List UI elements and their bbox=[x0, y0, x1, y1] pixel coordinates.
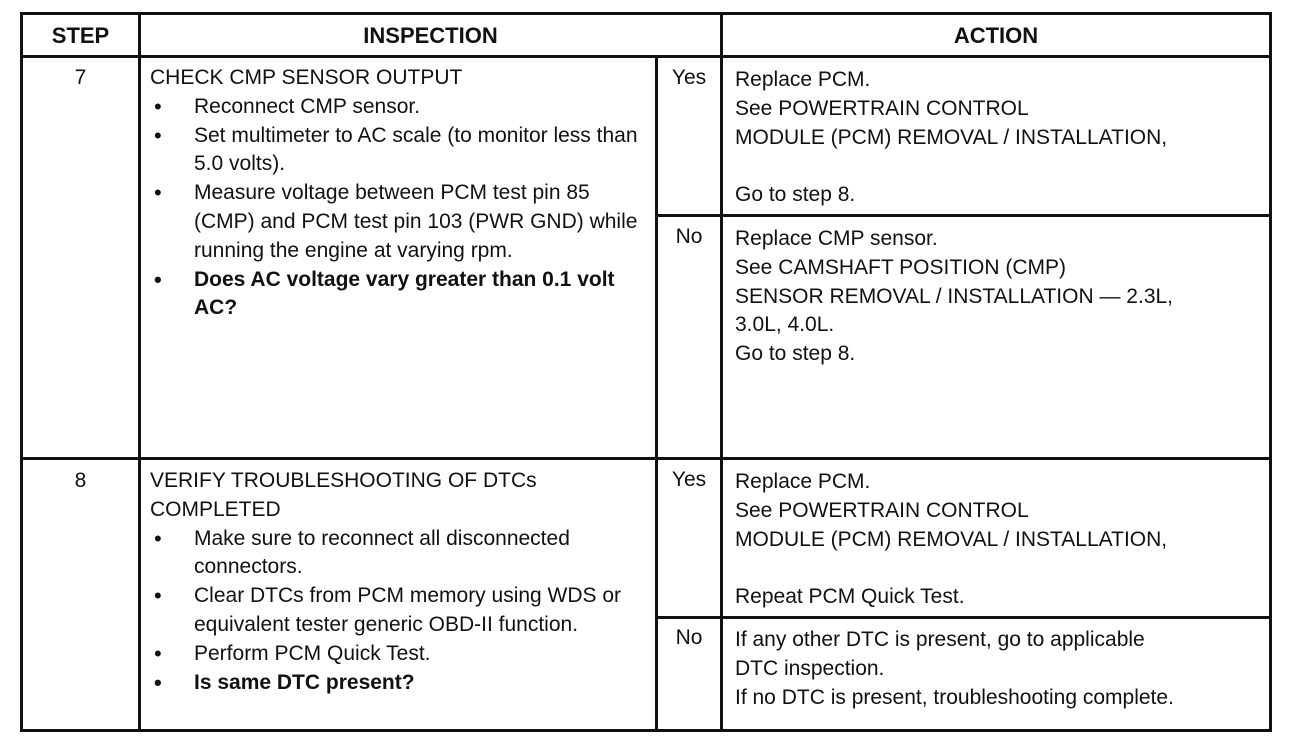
action-line: Repeat PCM Quick Test. bbox=[735, 585, 965, 609]
yes-action bbox=[735, 66, 1265, 210]
action-spacer bbox=[735, 152, 1265, 181]
action-line: Replace PCM. bbox=[735, 470, 871, 493]
no-action bbox=[735, 626, 1265, 712]
action-line: 3.0L, 4.0L. bbox=[735, 313, 835, 337]
action-line: MODULE (PCM) REMOVAL / INSTALLATION, bbox=[735, 527, 1168, 551]
action-line: SENSOR REMOVAL / INSTALLATION — 2.3L, bbox=[735, 284, 1174, 308]
row8-yes-no-divider bbox=[655, 616, 1272, 619]
inspection-title: CHECK CMP SENSOR OUTPUT bbox=[150, 66, 463, 89]
action-spacer bbox=[735, 554, 1265, 583]
action-line: MODULE (PCM) REMOVAL / INSTALLATION, bbox=[735, 125, 1168, 149]
action-line: Go to step 8. bbox=[735, 342, 856, 366]
inspection-bullet: • Clear DTCs from PCM memory using WDS or equivalent tester generic OBD-II function. bbox=[150, 582, 650, 640]
yes-label: Yes bbox=[671, 66, 707, 89]
action-line: Replace PCM. bbox=[735, 68, 871, 91]
inspection-bullet: • Reconnect CMP sensor. bbox=[150, 93, 650, 122]
row-divider bbox=[20, 457, 1272, 460]
inspection-bullet: • Make sure to reconnect all disconnected connectors. bbox=[150, 525, 650, 583]
action-line: If any other DTC is present, go to applicable bbox=[735, 628, 1145, 651]
inspection-question: • Is same DTC present? bbox=[150, 669, 650, 698]
step-number: 8 bbox=[74, 469, 87, 492]
step-column-divider bbox=[138, 12, 141, 732]
action-line: If no DTC is present, troubleshooting complete. bbox=[735, 685, 1174, 709]
inspection-bullet: • Set multimeter to AC scale (to monitor less than 5.0 volts). bbox=[150, 122, 650, 180]
inspection-bullets bbox=[150, 525, 650, 698]
inspection-bullet: • Perform PCM Quick Test. bbox=[150, 640, 650, 669]
header-step: STEP bbox=[51, 23, 110, 48]
no-action bbox=[735, 225, 1265, 369]
header-divider bbox=[20, 55, 1272, 58]
header-inspection: INSPECTION bbox=[363, 23, 498, 48]
no-label: No bbox=[675, 626, 703, 649]
yes-action bbox=[735, 468, 1265, 612]
action-line: See CAMSHAFT POSITION (CMP) bbox=[735, 255, 1066, 279]
no-label: No bbox=[675, 225, 703, 248]
inspection-bullets bbox=[150, 93, 650, 323]
header-action: ACTION bbox=[953, 23, 1039, 48]
inspection-cell bbox=[150, 467, 650, 697]
action-line: DTC inspection. bbox=[735, 656, 885, 680]
action-line: See POWERTRAIN CONTROL bbox=[735, 498, 1029, 522]
inspection-title: VERIFY TROUBLESHOOTING OF DTCs COMPLETED bbox=[150, 469, 537, 521]
yes-label: Yes bbox=[671, 468, 707, 491]
inspection-cell bbox=[150, 64, 650, 323]
inspection-question: • Does AC voltage vary greater than 0.1 volt AC? bbox=[150, 266, 650, 324]
step-number: 7 bbox=[74, 66, 87, 89]
action-line: See POWERTRAIN CONTROL bbox=[735, 96, 1029, 120]
inspection-bullet: • Measure voltage between PCM test pin 85 (CMP) and PCM test pin 103 (PWR GND) while running the engine at varying rpm. bbox=[150, 179, 650, 265]
row7-yes-no-divider bbox=[655, 214, 1272, 217]
action-line: Go to step 8. bbox=[735, 183, 856, 207]
action-column-divider bbox=[720, 12, 723, 732]
action-line: Replace CMP sensor. bbox=[735, 227, 938, 250]
